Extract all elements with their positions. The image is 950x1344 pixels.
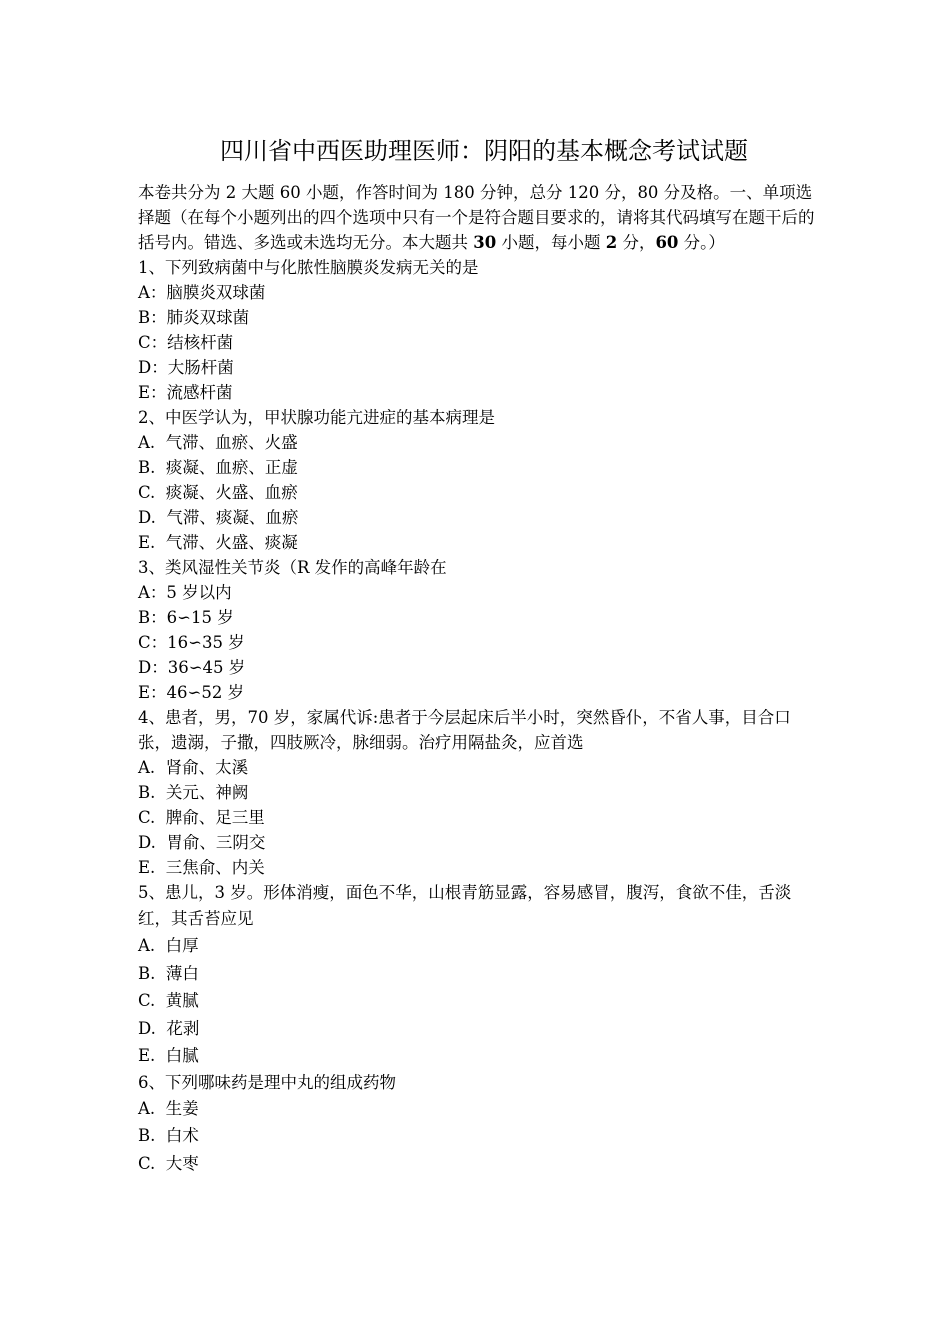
option-d: D. 胃俞、三阴交: [138, 833, 266, 852]
option-c: C：结核杆菌: [138, 333, 234, 352]
option-c: C. 大枣: [138, 1153, 199, 1173]
option-b: B. 关元、神阙: [138, 783, 249, 802]
option-c: C. 黄腻: [138, 991, 199, 1010]
question-count: 30: [473, 233, 497, 252]
option-a: A. 肾俞、太溪: [138, 758, 249, 777]
option-d: D. 气滞、痰凝、血瘀: [138, 508, 299, 527]
option-a: A. 气滞、血瘀、火盛: [138, 433, 298, 452]
option-d: D：大肠杆菌: [138, 358, 234, 377]
option-b: B. 白术: [138, 1126, 199, 1145]
option-a: A：脑膜炎双球菌: [138, 283, 266, 302]
instructions-text-3: 分，: [617, 233, 656, 252]
option-d: D. 花剥: [138, 1018, 200, 1038]
option-a: A：5 岁以内: [138, 583, 232, 602]
question-1: [138, 255, 822, 405]
score-per-question: 2: [605, 233, 618, 252]
option-d: D：36∽45 岁: [138, 658, 246, 677]
option-b: B：6∽15 岁: [138, 608, 234, 627]
score-total: 60: [655, 233, 679, 252]
question-6: [138, 1070, 822, 1178]
exam-instructions: [138, 180, 822, 255]
question-stem: 4、患者，男，70 岁，家属代诉:患者于今层起床后半小时，突然昏仆，不省人事，目合口张，遗溺，子撒，四肢厥冷，脉细弱。治疗用隔盐灸，应首选: [138, 708, 791, 752]
question-4: [138, 705, 822, 880]
question-3: [138, 555, 822, 705]
option-b: B. 薄白: [138, 963, 199, 983]
option-a: A. 白厚: [138, 936, 199, 955]
question-stem: 1、下列致病菌中与化脓性脑膜炎发病无关的是: [138, 258, 479, 277]
option-a: A. 生姜: [138, 1098, 199, 1118]
option-c: C：16∽35 岁: [138, 633, 245, 652]
option-e: E. 三焦俞、内关: [138, 858, 265, 877]
document-title: 四川省中西医助理医师：阴阳的基本概念考试试题: [220, 137, 748, 165]
option-e: E：46∽52 岁: [138, 683, 245, 702]
instructions-text-4: 分。）: [678, 233, 725, 252]
option-b: B：肺炎双球菌: [138, 308, 250, 327]
question-stem: 2、中医学认为，甲状腺功能亢进症的基本病理是: [138, 408, 495, 427]
question-2: [138, 405, 822, 555]
question-stem: 3、类风湿性关节炎（R 发作的高峰年龄在: [138, 558, 447, 577]
option-e: E：流感杆菌: [138, 383, 233, 402]
option-e: E. 白腻: [138, 1046, 199, 1065]
instructions-text-2: 小题，每小题: [496, 233, 606, 252]
question-stem: 5、患儿，3 岁。形体消瘦，面色不华，山根青筋显露，容易感冒，腹泻，食欲不佳，舌淡红，其舌苔应见: [138, 883, 792, 928]
option-c: C. 脾俞、足三里: [138, 808, 265, 827]
option-b: B. 痰凝、血瘀、正虚: [138, 458, 298, 477]
question-stem: 6、下列哪味药是理中丸的组成药物: [138, 1072, 396, 1092]
option-c: C. 痰凝、火盛、血瘀: [138, 483, 298, 502]
option-e: E. 气滞、火盛、痰凝: [138, 533, 298, 552]
question-5: [138, 880, 822, 1070]
instructions-text-1: 本卷共分为 2 大题 60 小题，作答时间为 180 分钟，总分 120 分，80 分及格。一、单项选择题（在每个小题列出的四个选项中只有一个是符合题目要求的，请将其代码填写在题干后的括号内。错选、多选或未选均无分。本大题共: [138, 183, 815, 252]
